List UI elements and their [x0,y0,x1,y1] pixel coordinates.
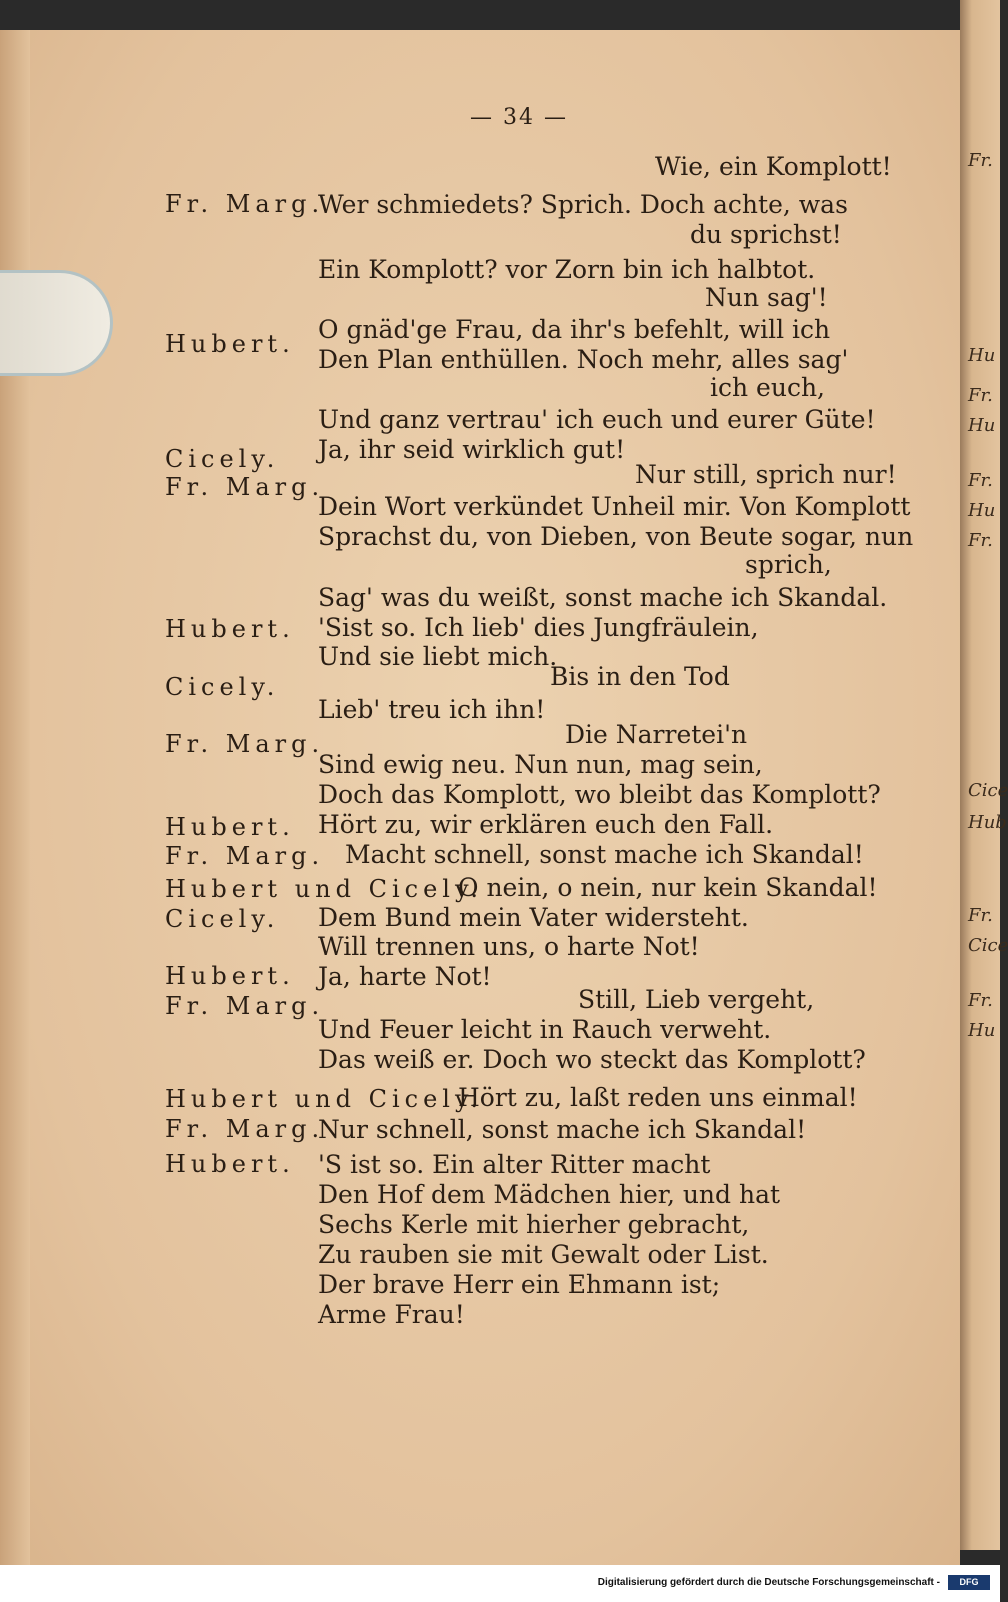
speaker-label: Hubert. [165,1150,295,1178]
verse-line: Der brave Herr ein Ehmann ist; [318,1270,721,1299]
adjacent-page-fragment: Cice [968,935,1008,956]
verse-line: Die Narretei'n [565,720,748,749]
speaker-label: Fr. Marg. [165,473,325,501]
verse-line: Sprachst du, von Dieben, von Beute sogar, nun [318,522,914,551]
verse-line: Und sie liebt mich. [318,642,558,671]
speaker-label: Hubert. [165,813,295,841]
adjacent-page-fragment: Fr. [968,990,993,1011]
speaker-label: Hubert. [165,330,295,358]
verse-line: 'Sist so. Ich lieb' dies Jungfräulein, [318,613,759,642]
verse-line: Dein Wort verkündet Unheil mir. Von Komplott [318,492,911,521]
verse-line: Doch das Komplott, wo bleibt das Komplott? [318,780,881,809]
verse-line: Ja, harte Not! [318,962,492,991]
verse-line: 'S ist so. Ein alter Ritter macht [318,1150,711,1179]
adjacent-page-fragment: Hu [968,345,996,366]
speaker-label: Fr. Marg. [165,842,325,870]
adjacent-page-fragment: Hub [968,812,1007,833]
verse-line: Zu rauben sie mit Gewalt oder List. [318,1240,769,1269]
speaker-label: Cicely. [165,445,280,473]
verse-line: Bis in den Tod [550,662,730,691]
speaker-label: Fr. Marg. [165,992,325,1020]
verse-line: Den Hof dem Mädchen hier, und hat [318,1180,781,1209]
verse-line: Will trennen uns, o harte Not! [318,932,700,961]
verse-line: Nur still, sprich nur! [635,460,897,489]
verse-line: Wie, ein Komplott! [655,152,892,181]
page-number: — 34 — [470,105,568,130]
adjacent-page-fragment: Cice [968,780,1008,801]
verse-line: Still, Lieb vergeht, [578,985,815,1014]
verse-line: Wer schmiedets? Sprich. Doch achte, was [318,190,848,219]
speaker-label: Cicely. [165,905,280,933]
speaker-label: Fr. Marg. [165,730,325,758]
speaker-label: Hubert. [165,615,295,643]
verse-line: Das weiß er. Doch wo steckt das Komplott? [318,1045,866,1074]
adjacent-page-fragment: Hu [968,1020,996,1041]
verse-line: Nur schnell, sonst mache ich Skandal! [318,1115,807,1144]
verse-line: Arme Frau! [318,1300,465,1329]
book-page [0,30,960,1565]
verse-line: Sechs Kerle mit hierher gebracht, [318,1210,750,1239]
verse-line: du sprichst! [690,220,842,249]
adjacent-page-fragment: Fr. [968,530,993,551]
verse-line: Ja, ihr seid wirklich gut! [318,435,626,464]
verse-line: Und ganz vertrau' ich euch und eurer Güte! [318,405,876,434]
verse-line: Dem Bund mein Vater widersteht. [318,903,749,932]
verse-line: Sag' was du weißt, sonst mache ich Skandal. [318,583,888,612]
speaker-label: Cicely. [165,673,280,701]
verse-line: ich euch, [710,373,825,402]
verse-line: Nun sag'! [705,283,828,312]
adjacent-page-fragment: Fr. [968,905,993,926]
adjacent-page-fragment: Fr. [968,385,993,406]
verse-line: Ein Komplott? vor Zorn bin ich halbtot. [318,255,816,284]
speaker-label: Hubert. [165,962,295,990]
page-edge [0,30,30,1565]
adjacent-page-fragment: Fr. [968,150,993,171]
speaker-label: Fr. Marg. [165,190,325,218]
adjacent-page-edge [960,0,1008,1550]
adjacent-page-fragment: Hu [968,500,996,521]
adjacent-page-fragment: Fr. [968,470,993,491]
verse-line: Lieb' treu ich ihn! [318,695,546,724]
verse-line: Hört zu, wir erklären euch den Fall. [318,810,774,839]
verse-line: Und Feuer leicht in Rauch verweht. [318,1015,772,1044]
verse-line: sprich, [745,550,832,579]
verse-line: Macht schnell, sonst mache ich Skandal! [345,840,864,869]
footer-credit: Digitalisierung gefördert durch die Deutsche Forschungsgemeinschaft - [597,1577,940,1588]
digitization-footer [0,1565,1000,1602]
verse-line: O gnäd'ge Frau, da ihr's befehlt, will ich [318,315,831,344]
bookmark-tab [0,270,113,376]
verse-line: Den Plan enthüllen. Noch mehr, alles sag' [318,345,849,374]
verse-line: O nein, o nein, nur kein Skandal! [458,873,878,902]
adjacent-page-fragment: Hu [968,415,996,436]
verse-line: Hört zu, laßt reden uns einmal! [458,1083,858,1112]
verse-line: Sind ewig neu. Nun nun, mag sein, [318,750,763,779]
speaker-label: Fr. Marg. [165,1115,325,1143]
speaker-label: Hubert und Cicely. [165,875,483,903]
dfg-logo: DFG [948,1575,990,1590]
speaker-label: Hubert und Cicely. [165,1085,483,1113]
